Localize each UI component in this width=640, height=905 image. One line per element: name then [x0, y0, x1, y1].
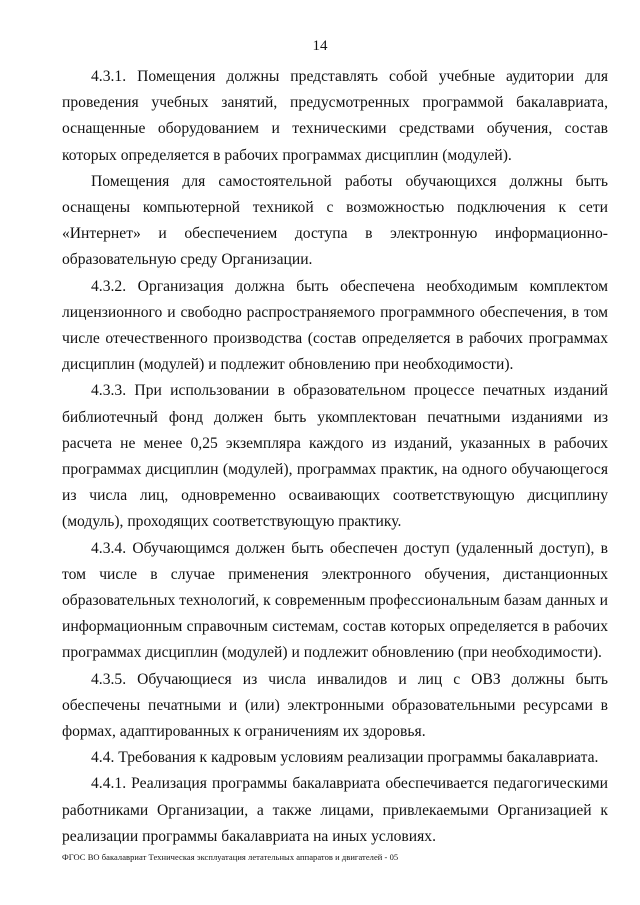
- paragraph-4-3-1: 4.3.1. Помещения должны представлять собой учебные аудитории для проведения учебных занятий, предусмотренных программой бакалавриата, оснащенные оборудованием и техническими средствами обучения, состав которых определяется в рабочих программах дисциплин (модулей).: [62, 68, 608, 164]
- page-number: 14: [312, 38, 328, 54]
- document-body: [62, 64, 608, 850]
- page-footer: ФГОС ВО бакалавриат Техническая эксплуатация летательных аппаратов и двигателей - 05: [62, 852, 399, 862]
- paragraph-4-4-1: 4.4.1. Реализация программы бакалавриата обеспечивается педагогическими работниками Организации, а также лицами, привлекаемыми Организацией к реализации программы бакалавриата на иных условиях.: [62, 775, 608, 845]
- paragraph-4-3-4: 4.3.4. Обучающимся должен быть обеспечен доступ (удаленный доступ), в том числе в случае применения электронного обучения, дистанционных образовательных технологий, к современным профессиональным базам данных и информационным справочным системам, состав которых определяется в рабочих программах дисциплин (модулей) и подлежит обновлению (при необходимости).: [62, 539, 608, 662]
- paragraph-4-4: 4.4. Требования к кадровым условиям реализации программы бакалавриата.: [91, 749, 599, 767]
- paragraph-4-3-3: 4.3.3. При использовании в образовательном процессе печатных изданий библиотечный фонд должен быть укомплектован печатными изданиями из расчета не менее 0,25 экземпляра каждого из изданий, указанных в рабочих программах дисциплин (модулей), программах практик, на одного обучающегося из числа лиц, одновременно осваивающих соответствующую дисциплину (модуль), проходящих соответствующую практику.: [62, 382, 608, 531]
- paragraph-self-study-rooms: Помещения для самостоятельной работы обучающихся должны быть оснащены компьютерной техникой с возможностью подключения к сети «Интернет» и обеспечением доступа в электронную информационно-образовательную среду Организации.: [62, 172, 608, 269]
- paragraph-4-3-2: 4.3.2. Организация должна быть обеспечена необходимым комплектом лицензионного и свободно распространяемого программного обеспечения, в том числе отечественного производства (состав определяется в рабочих программах дисциплин (модулей) и подлежит обновлению при необходимости).: [62, 277, 608, 374]
- paragraph-4-3-5: 4.3.5. Обучающиеся из числа инвалидов и лиц с ОВЗ должны быть обеспечены печатными и (или) электронными образовательными ресурсами в формах, адаптированных к ограничениям их здоровья.: [62, 670, 608, 741]
